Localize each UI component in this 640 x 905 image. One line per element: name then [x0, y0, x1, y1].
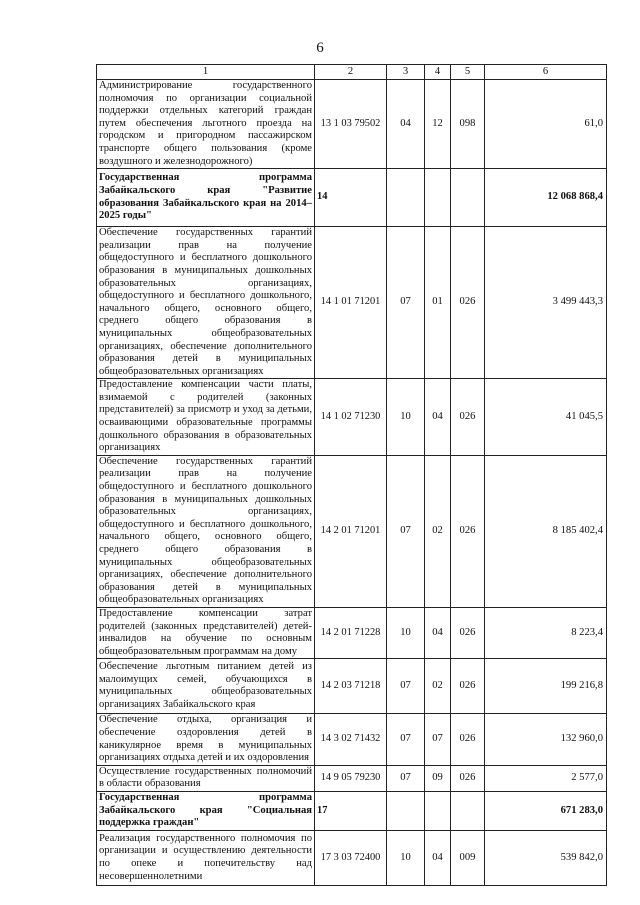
row-name-cell: Предоставление компенсации части платы, взимаемой с родителей (законных представителей) за присмотр и уход за детьми, осваивающими образовательные программы дошкольного образования в образовательных организациях [97, 379, 315, 456]
row-amount-cell: 8 223,4 [485, 607, 607, 658]
row-amount-cell: 61,0 [485, 80, 607, 169]
row-code-cell: 14 3 02 71432 [315, 714, 387, 765]
row-name-cell: Администрирование государственного полномочия по организации социальной поддержки отдельных категорий граждан путем обеспечения льготного проезда на городском и пригородном пассажирском транспорте общего пользования (кроме воздушного и железнодорожного) [97, 80, 315, 169]
page-number: 6 [316, 40, 324, 56]
row-section-cell [387, 169, 425, 227]
column-header: 5 [451, 65, 485, 80]
column-header: 4 [425, 65, 451, 80]
row-amount-cell: 41 045,5 [485, 379, 607, 456]
table-row [97, 765, 607, 791]
table-row [97, 455, 607, 607]
table-row [97, 379, 607, 456]
row-section-cell [387, 791, 425, 830]
row-code-cell: 14 1 01 71201 [315, 227, 387, 379]
column-header: 1 [97, 65, 315, 80]
row-subsection-cell: 02 [425, 659, 451, 714]
column-header: 3 [387, 65, 425, 80]
row-kvr-cell [451, 791, 485, 830]
row-amount-cell: 3 499 443,3 [485, 227, 607, 379]
row-code-cell: 14 1 02 71230 [315, 379, 387, 456]
row-kvr-cell: 026 [451, 379, 485, 456]
table-row [97, 714, 607, 765]
row-code-cell: 14 2 01 71201 [315, 455, 387, 607]
row-subsection-cell: 02 [425, 455, 451, 607]
row-code-cell: 17 3 03 72400 [315, 830, 387, 885]
row-subsection-cell: 09 [425, 765, 451, 791]
table-row [97, 80, 607, 169]
row-name-cell: Обеспечение государственных гарантий реализации прав на получение общедоступного и бесплатного дошкольного образования в муниципальных дошкольных образовательных организациях, общедоступного и бесплатного дошкольного, начального общего, основного общего, среднего общего образования в муниципальных общеобразовательных организациях, обеспечение дополнительного образования детей в муниципальных общеобразовательных организациях [97, 227, 315, 379]
row-kvr-cell: 026 [451, 714, 485, 765]
row-section-cell: 10 [387, 830, 425, 885]
row-name-cell: Реализация государственного полномочия по организации и осуществлению деятельности по опеке и попечительству над несовершеннолетними [97, 830, 315, 885]
table-row [97, 607, 607, 658]
row-section-cell: 10 [387, 607, 425, 658]
row-code-cell: 17 [315, 791, 387, 830]
row-name-cell: Обеспечение льготным питанием детей из малоимущих семей, обучающихся в муниципальных общеобразовательных организациях Забайкальского края [97, 659, 315, 714]
row-section-cell: 07 [387, 659, 425, 714]
row-code-cell: 13 1 03 79502 [315, 80, 387, 169]
row-subsection-cell: 04 [425, 830, 451, 885]
row-subsection-cell: 04 [425, 607, 451, 658]
table-row [97, 169, 607, 227]
row-subsection-cell: 12 [425, 80, 451, 169]
column-header: 2 [315, 65, 387, 80]
row-name-cell: Государственная программа Забайкальского края "Развитие образования Забайкальского края на 2014–2025 годы" [97, 169, 315, 227]
table-row [97, 659, 607, 714]
row-kvr-cell: 098 [451, 80, 485, 169]
row-name-cell: Осуществление государственных полномочий в области образования [97, 765, 315, 791]
table-row [97, 227, 607, 379]
row-section-cell: 04 [387, 80, 425, 169]
row-kvr-cell: 009 [451, 830, 485, 885]
row-amount-cell: 539 842,0 [485, 830, 607, 885]
row-name-cell: Предоставление компенсации затрат родителей (законных представителей) детей-инвалидов на обучение по основным общеобразовательным программам на дому [97, 607, 315, 658]
row-section-cell: 07 [387, 455, 425, 607]
row-amount-cell: 132 960,0 [485, 714, 607, 765]
table-body [97, 65, 607, 886]
budget-table [96, 64, 607, 886]
table-row [97, 791, 607, 830]
table-header-row [97, 65, 607, 80]
row-kvr-cell: 026 [451, 765, 485, 791]
row-code-cell: 14 2 03 71218 [315, 659, 387, 714]
row-kvr-cell: 026 [451, 455, 485, 607]
row-name-cell: Обеспечение государственных гарантий реализации прав на получение общедоступного и бесплатного дошкольного образования в муниципальных дошкольных образовательных организациях, общедоступного и бесплатного дошкольного, начального общего, основного общего, среднего общего образования в муниципальных общеобразовательных организациях, обеспечение дополнительного образования детей в муниципальных общеобразовательных организациях [97, 455, 315, 607]
row-amount-cell: 199 216,8 [485, 659, 607, 714]
row-subsection-cell: 01 [425, 227, 451, 379]
column-header: 6 [485, 65, 607, 80]
row-kvr-cell: 026 [451, 227, 485, 379]
row-code-cell: 14 2 01 71228 [315, 607, 387, 658]
table-row [97, 830, 607, 885]
row-name-cell: Государственная программа Забайкальского края "Социальная поддержка граждан" [97, 791, 315, 830]
row-code-cell: 14 9 05 79230 [315, 765, 387, 791]
row-subsection-cell [425, 169, 451, 227]
row-amount-cell: 8 185 402,4 [485, 455, 607, 607]
row-section-cell: 07 [387, 765, 425, 791]
row-subsection-cell: 04 [425, 379, 451, 456]
row-section-cell: 07 [387, 714, 425, 765]
row-subsection-cell: 07 [425, 714, 451, 765]
row-kvr-cell [451, 169, 485, 227]
row-section-cell: 10 [387, 379, 425, 456]
row-kvr-cell: 026 [451, 607, 485, 658]
row-code-cell: 14 [315, 169, 387, 227]
row-section-cell: 07 [387, 227, 425, 379]
row-amount-cell: 2 577,0 [485, 765, 607, 791]
row-kvr-cell: 026 [451, 659, 485, 714]
row-name-cell: Обеспечение отдыха, организация и обеспечение оздоровления детей в каникулярное время в муниципальных организациях отдыха детей и их оздоровления [97, 714, 315, 765]
row-subsection-cell [425, 791, 451, 830]
row-amount-cell: 671 283,0 [485, 791, 607, 830]
row-amount-cell: 12 068 868,4 [485, 169, 607, 227]
